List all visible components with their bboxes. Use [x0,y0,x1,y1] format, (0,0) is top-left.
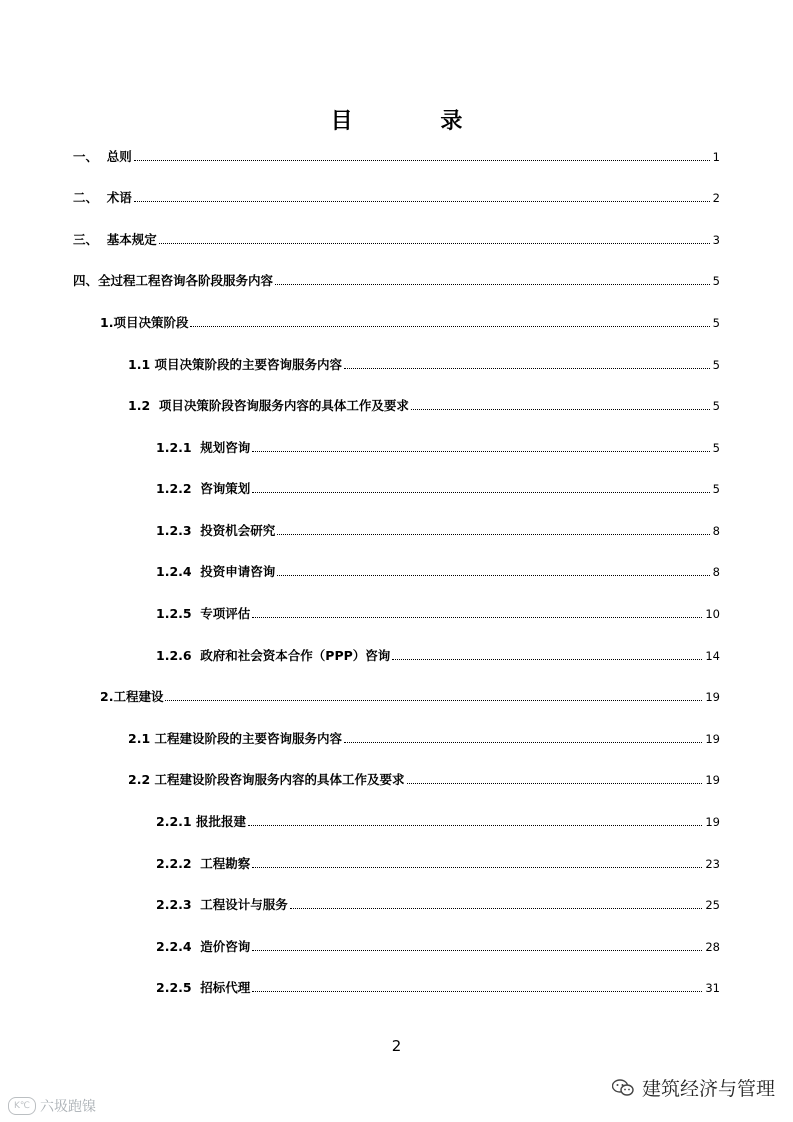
toc-leader [275,283,710,285]
toc-entry[interactable] [128,727,720,747]
toc-entry-label: 1.2.6 政府和社会资本合作（PPP）咨询 [156,648,391,663]
toc-entry-page: 10 [705,607,720,621]
toc-entry-page: 3 [712,233,720,247]
toc-entry-page: 31 [705,981,720,995]
toc-leader [252,450,709,452]
toc-entry-label: 2.2.2 工程勘察 [156,856,251,871]
toc-entry[interactable] [100,685,720,705]
toc-leader [165,699,702,701]
toc-entry[interactable] [156,644,720,664]
toc-leader [277,574,709,576]
toc-entry-label: 2.工程建设 [100,689,164,704]
toc-entry-label: 1.1 项目决策阶段的主要咨询服务内容 [128,357,342,372]
toc-entry-page: 19 [705,690,720,704]
toc-entry-label: 1.2.1 规划咨询 [156,440,251,455]
toc-entry-label: 1.2 项目决策阶段咨询服务内容的具体工作及要求 [128,398,409,413]
watermark-text: 六圾跑镍 [40,1099,96,1115]
toc-leader [344,741,702,743]
toc-leader [290,907,703,909]
toc-entry-page: 5 [712,441,720,455]
toc-entry-label: 2.2.4 造价咨询 [156,939,251,954]
toc-entry-page: 5 [712,482,720,496]
toc-leader [277,533,709,535]
toc-entry-label: 1.2.2 咨询策划 [156,481,251,496]
page-number: 2 [391,1037,402,1055]
toc-entry-label: 2.2.5 招标代理 [156,980,251,995]
toc-leader [134,159,710,161]
account-watermark [612,1074,775,1101]
toc-entry[interactable] [73,186,720,206]
toc-entry-label: 1.2.3 投资机会研究 [156,523,276,538]
toc-leader [252,491,709,493]
toc-leader [252,990,702,992]
toc-entry-label: 1.项目决策阶段 [100,315,189,330]
wechat-icon [612,1079,634,1097]
toc-entry[interactable] [128,353,720,373]
toc-entry[interactable] [128,394,720,414]
toc-entry[interactable] [156,560,720,580]
toc-entry-page: 5 [712,274,720,288]
toc-leader [344,367,710,369]
toc-entry-page: 5 [712,316,720,330]
toc-entry-page: 8 [712,524,720,538]
toc-leader [190,325,709,327]
toc-entry-label: 四、全过程工程咨询各阶段服务内容 [73,273,274,288]
toc-entry-label: 2.2.1 报批报建 [156,814,246,829]
toc-entry-page: 19 [705,773,720,787]
toc-entry-label: 1.2.5 专项评估 [156,606,251,621]
toc-entry-label: 2.2 工程建设阶段咨询服务内容的具体工作及要求 [128,772,405,787]
toc-leader [407,782,703,784]
toc-entry[interactable] [156,519,720,539]
toc-leader [392,658,702,660]
toc-entry-page: 8 [712,565,720,579]
toc-leader [248,824,702,826]
toc-entry[interactable] [156,852,720,872]
toc-entry-page: 14 [705,649,720,663]
toc-entry[interactable] [100,311,720,331]
toc-leader [252,866,702,868]
toc-title: 目 录 [330,109,503,134]
toc-entry[interactable] [128,768,720,788]
account-name: 建筑经济与管理 [641,1078,775,1100]
toc-entry-page: 19 [705,815,720,829]
toc-leader [159,242,710,244]
toc-entry[interactable] [73,228,720,248]
toc-entry-label: 三、 基本规定 [73,232,157,247]
toc-entry-page: 2 [712,191,720,205]
toc-entry[interactable] [156,976,720,996]
toc-entry-label: 2.1 工程建设阶段的主要咨询服务内容 [128,731,342,746]
toc-entry-label: 2.2.3 工程设计与服务 [156,897,288,912]
toc-entry-label: 二、 术语 [73,190,132,205]
toc-entry[interactable] [73,145,720,165]
toc-entry-page: 1 [712,150,720,164]
toc-leader [252,616,702,618]
toc-entry[interactable] [156,436,720,456]
toc-leader [411,408,710,410]
toc-entry[interactable] [156,893,720,913]
toc-leader [252,949,702,951]
toc-entry-page: 28 [705,940,720,954]
toc-entry-page: 25 [705,898,720,912]
toc-entry[interactable] [156,935,720,955]
toc-entry-page: 5 [712,358,720,372]
toc-entry[interactable] [156,810,720,830]
toc-entry-label: 1.2.4 投资申请咨询 [156,564,276,579]
toc-entry-page: 5 [712,399,720,413]
toc-entry[interactable] [73,269,720,289]
source-watermark [8,1096,96,1116]
toc-entry-page: 23 [705,857,720,871]
toc-entry[interactable] [156,477,720,497]
watermark-logo: K℃ [8,1097,36,1115]
toc-entry-page: 19 [705,732,720,746]
toc-leader [134,200,710,202]
toc-entry-label: 一、 总则 [73,149,132,164]
toc-entry[interactable] [156,602,720,622]
